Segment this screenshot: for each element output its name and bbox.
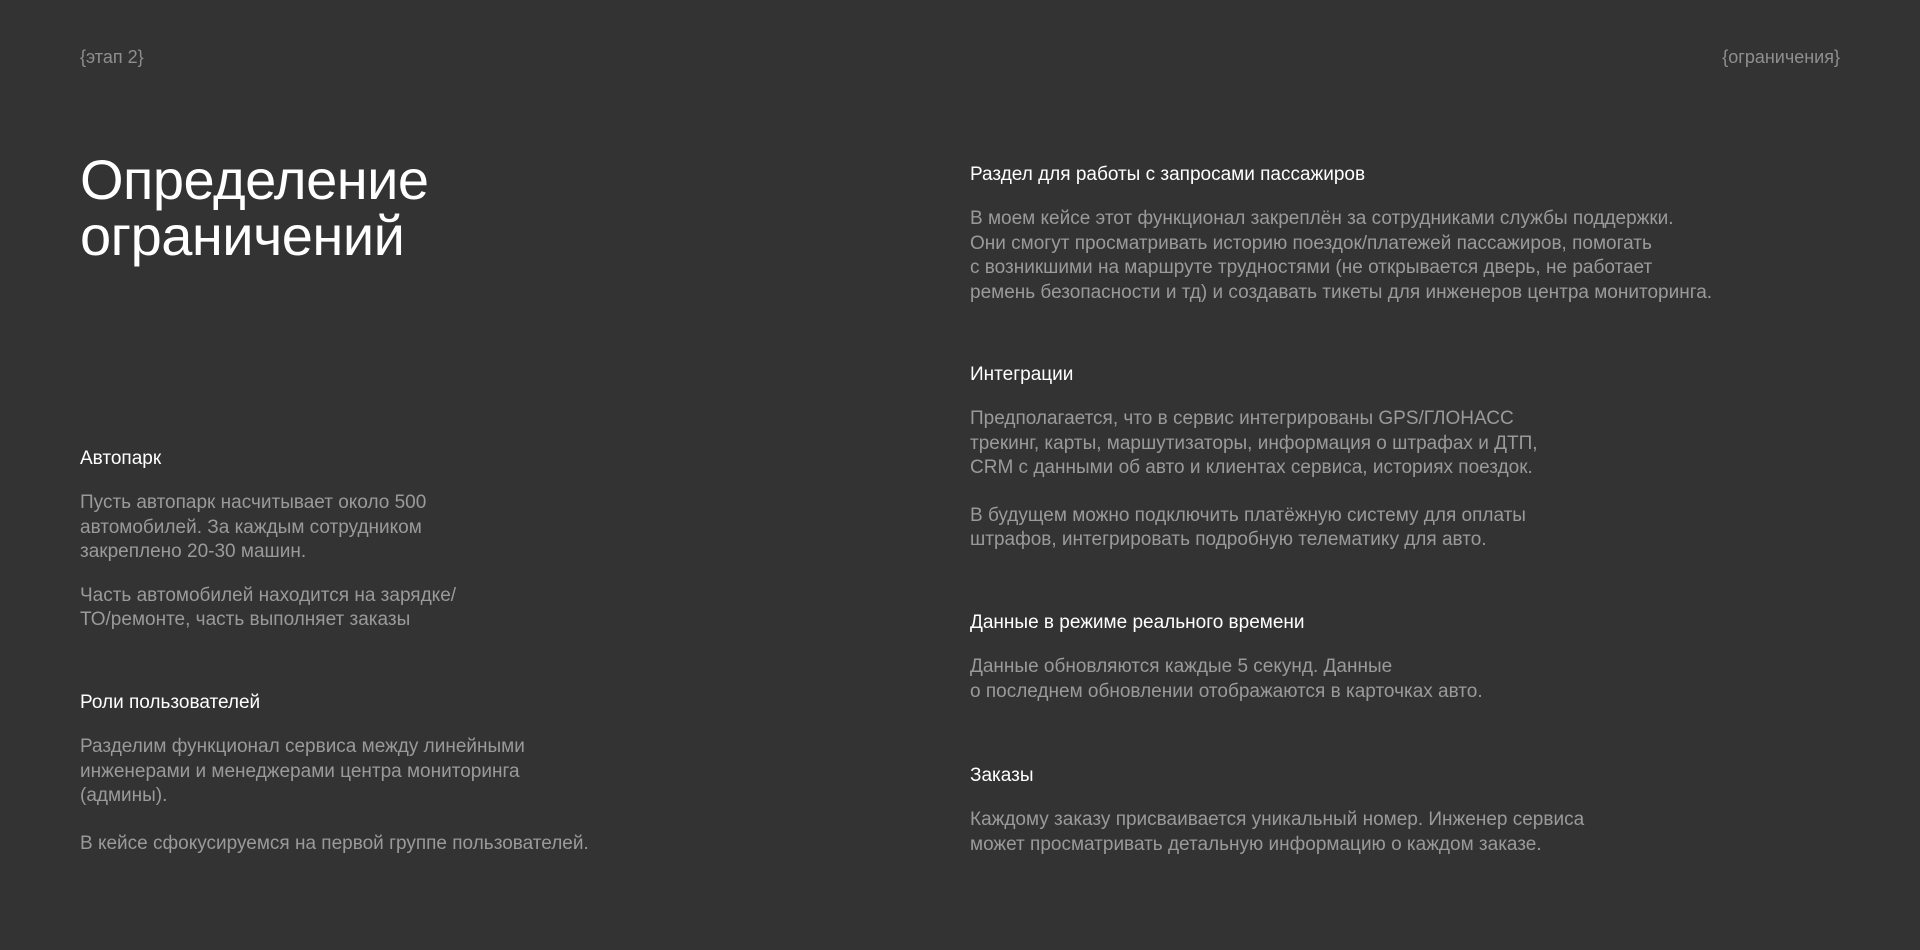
text-line: Каждому заказу присваивается уникальный номер. Инженер сервиса xyxy=(970,809,1585,830)
text-line: автомобилей. За каждым сотрудником xyxy=(80,516,422,538)
text-line: В кейсе сфокусируемся на первой группе пользователей. xyxy=(80,832,589,854)
text-line: В моем кейсе этот функционал закреплён за сотрудниками службы поддержки. xyxy=(970,208,1674,229)
page-title-line: ограничений xyxy=(80,204,405,267)
section-paragraph xyxy=(80,735,700,809)
section-passenger-requests xyxy=(970,163,1850,305)
section-heading: Раздел для работы с запросами пассажиров xyxy=(970,164,1366,185)
page-title xyxy=(80,148,429,267)
text-line: CRM с данными об авто и клиентах сервиса, историях поездок. xyxy=(970,457,1533,478)
stage-tag: {этап 2} xyxy=(80,47,144,67)
text-line: инженерами и менеджерами центра мониторинга xyxy=(80,760,520,782)
section-heading: Роли пользователей xyxy=(80,692,261,713)
text-line: Часть автомобилей находится на зарядке/ xyxy=(80,584,457,606)
section-heading: Автопарк xyxy=(80,448,162,469)
text-line: штрафов, интегрировать подробную телематику для авто. xyxy=(970,529,1487,550)
text-line: Предполагается, что в сервис интегрированы GPS/ГЛОНАСС xyxy=(970,408,1514,429)
section-paragraph xyxy=(970,655,1850,704)
text-line: В будущем можно подключить платёжную систему для оплаты xyxy=(970,504,1526,526)
page-title-line: Определение xyxy=(80,148,429,211)
text-line: может просматривать детальную информацию о каждом заказе. xyxy=(970,833,1542,855)
section-realtime-data xyxy=(970,611,1850,704)
section-roles xyxy=(80,691,700,856)
text-line: с возникшими на маршруте трудностями (не открывается дверь, не работает xyxy=(970,257,1653,278)
section-paragraph xyxy=(970,808,1850,857)
text-line: ремень безопасности и тд) и создавать тикеты для инженеров центра мониторинга. xyxy=(970,281,1713,303)
section-paragraph xyxy=(970,207,1850,305)
text-line: Данные обновляются каждые 5 секунд. Данные xyxy=(970,656,1393,677)
section-paragraph xyxy=(80,584,700,633)
section-paragraph xyxy=(970,504,1850,553)
text-line: Разделим функционал сервиса между линейными xyxy=(80,736,525,757)
text-line: (админы). xyxy=(80,785,168,806)
section-heading: Заказы xyxy=(970,765,1034,786)
text-line: Пусть автопарк насчитывает около 500 xyxy=(80,492,427,513)
section-fleet xyxy=(80,447,700,633)
section-heading: Интеграции xyxy=(970,364,1074,385)
text-line: закреплено 20-30 машин. xyxy=(80,541,307,562)
section-paragraph xyxy=(80,491,700,565)
section-integrations xyxy=(970,363,1850,553)
text-line: Они смогут просматривать историю поездок/платежей пассажиров, помогать xyxy=(970,232,1652,254)
text-line: о последнем обновлении отображаются в карточках авто. xyxy=(970,680,1483,702)
section-paragraph xyxy=(970,407,1850,481)
section-heading: Данные в режиме реального времени xyxy=(970,612,1305,633)
topic-tag: {ограничения} xyxy=(1722,47,1840,67)
section-paragraph xyxy=(80,832,700,857)
text-line: трекинг, карты, маршутизаторы, информация о штрафах и ДТП, xyxy=(970,432,1538,454)
section-orders xyxy=(970,764,1850,857)
text-line: ТО/ремонте, часть выполняет заказы xyxy=(80,609,411,630)
